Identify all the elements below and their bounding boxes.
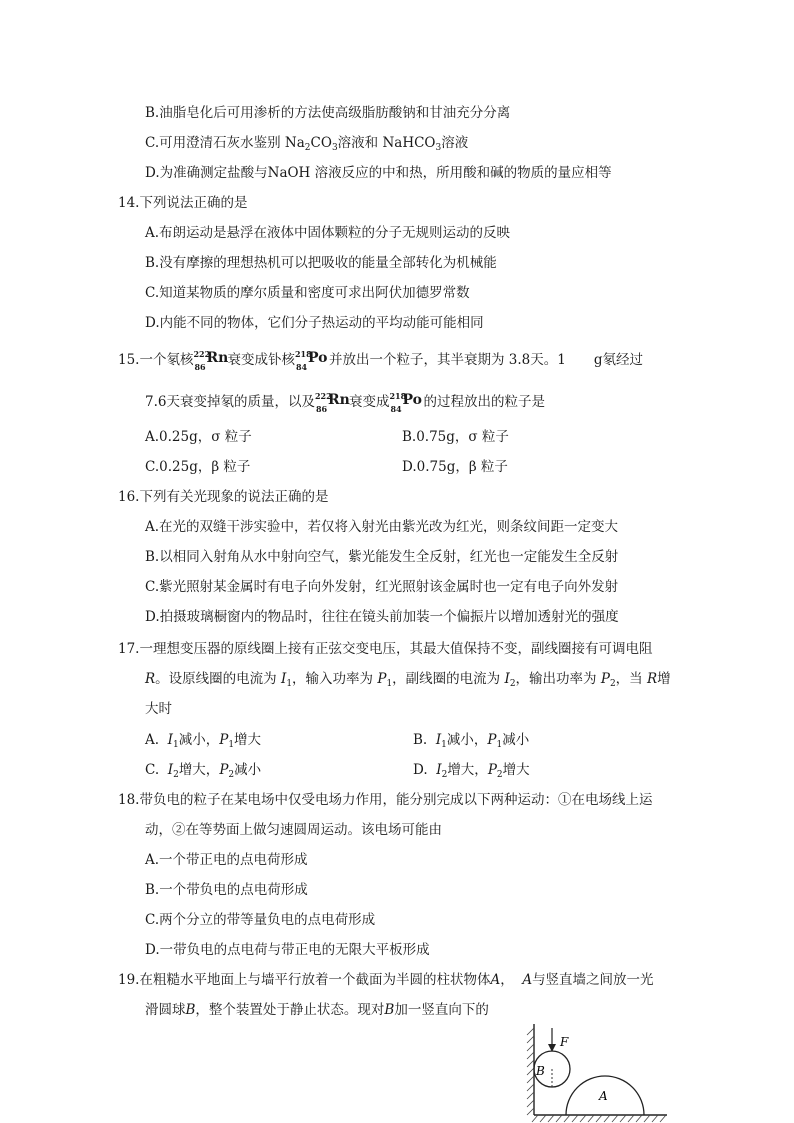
q13-option-c: C.可用澄清石灰水鉴别 $Na_2CO_3$溶液和 NaHCO$_3$溶液 bbox=[145, 135, 469, 153]
radon-nuclide-2: 222 86 Rn bbox=[314, 391, 350, 414]
q14-option-d: D.内能不同的物体，它们分子热运动的平均动能可能相同 bbox=[145, 315, 484, 331]
q18-option-d: D.一带负电的点电荷与带正电的无限大平板形成 bbox=[145, 942, 430, 958]
q19-figure bbox=[512, 1022, 672, 1123]
q14-option-b: B.没有摩擦的理想热机可以把吸收的能量全部转化为机械能 bbox=[145, 255, 497, 271]
q17-option-b: B. $I_1$减小，$P_1$减小 bbox=[413, 732, 530, 750]
q16-option-c: C.紫光照射某金属时有电子向外发射，红光照射该金属时也一定有电子向外发射 bbox=[145, 579, 619, 595]
q17-stem-line3: 大时 bbox=[145, 701, 172, 717]
q15-option-d: D.0.75g，β 粒子 bbox=[402, 459, 508, 475]
q16-option-b: B.以相同入射角从水中射向空气，紫光能发生全反射，红光也一定能发生全反射 bbox=[145, 549, 619, 565]
q18-option-a: A.一个带正电的点电荷形成 bbox=[145, 852, 308, 868]
q14-option-a: A.布朗运动是悬浮在液体中固体颗粒的分子无规则运动的反映 bbox=[145, 225, 511, 241]
q15-stem-line1: 15.一个氡核 222 86 Rn 衰变成钋核 218 84 Po 并放出一个粒子，其半衰期为 3.8天。1 g氡经过 bbox=[118, 349, 643, 372]
q14-option-c: C.知道某物质的摩尔质量和密度可求出阿伏加德罗常数 bbox=[145, 285, 470, 301]
q18-stem-line1: 18.带负电的粒子在某电场中仅受电场力作用，能分别完成以下两种运动：①在电场线上运 bbox=[118, 792, 653, 808]
q17-option-a: A. $I_1$减小，$P_1$增大 bbox=[145, 732, 262, 750]
q15-option-a: A.0.25g，σ 粒子 bbox=[145, 429, 252, 445]
q16-option-d: D.拍摄玻璃橱窗内的物品时，往往在镜头前加装一个偏振片以增加透射光的强度 bbox=[145, 609, 619, 625]
q15-stem-line2: 7.6天衰变掉氡的质量，以及 222 86 Rn 衰变成 218 84 Po 的过程放出的粒子是 bbox=[145, 391, 545, 414]
label-b: B bbox=[536, 1064, 545, 1078]
ground bbox=[532, 1115, 667, 1122]
polonium-nuclide: 218 84 Po bbox=[294, 349, 328, 372]
q19-stem-line2: 滑圆球B，整个装置处于静止状态。现对B加一竖直向下的 bbox=[145, 1002, 489, 1018]
q17-stem-line1: 17.一理想变压器的原线圈上接有正弦交变电压，其最大值保持不变，副线圈接有可调电阻 bbox=[118, 641, 653, 657]
q13-option-d: D.为准确测定盐酸与NaOH 溶液反应的中和热，所用酸和碱的物质的量应相等 bbox=[145, 165, 612, 181]
q19-stem-line1: 19.在粗糙水平地面上与墙平行放着一个截面为半圆的柱状物体A， A与竖直墙之间放一光 bbox=[118, 972, 654, 988]
q16-option-a: A.在光的双缝干涉实验中，若仅将入射光由紫光改为红光，则条纹间距一定变大 bbox=[145, 519, 619, 535]
q18-option-c: C.两个分立的带等量负电的点电荷形成 bbox=[145, 912, 376, 928]
q18-stem-line2: 动，②在等势面上做匀速圆周运动。该电场可能由 bbox=[145, 822, 442, 838]
force-f-arrow bbox=[548, 1028, 556, 1052]
q18-option-b: B.一个带负电的点电荷形成 bbox=[145, 882, 308, 898]
q13-option-b: B.油脂皂化后可用渗析的方法使高级脂肪酸钠和甘油充分分离 bbox=[145, 105, 511, 121]
q15-option-b: B.0.75g，σ 粒子 bbox=[402, 429, 509, 445]
q14-stem: 14.下列说法正确的是 bbox=[118, 195, 248, 211]
wall bbox=[527, 1024, 534, 1115]
polonium-nuclide-2: 218 84 Po bbox=[389, 391, 422, 414]
q17-option-c: C. $I_2$增大，$P_2$减小 bbox=[145, 762, 262, 780]
label-a: A bbox=[599, 1089, 608, 1103]
label-f: F bbox=[560, 1035, 569, 1049]
q16-stem: 16.下列有关光现象的说法正确的是 bbox=[118, 489, 329, 505]
q17-option-d: D. $I_2$增大，$P_2$增大 bbox=[413, 762, 530, 780]
q17-stem-line2: R。设原线圈的电流为 $I_1$，输入功率为 $P_1$，副线圈的电流为 $I_2$，输出功率为 $P_2$，当 R增 bbox=[145, 671, 671, 689]
radon-nuclide: 222 86 Rn bbox=[193, 349, 229, 372]
q15-option-c: C.0.25g，β 粒子 bbox=[145, 459, 251, 475]
